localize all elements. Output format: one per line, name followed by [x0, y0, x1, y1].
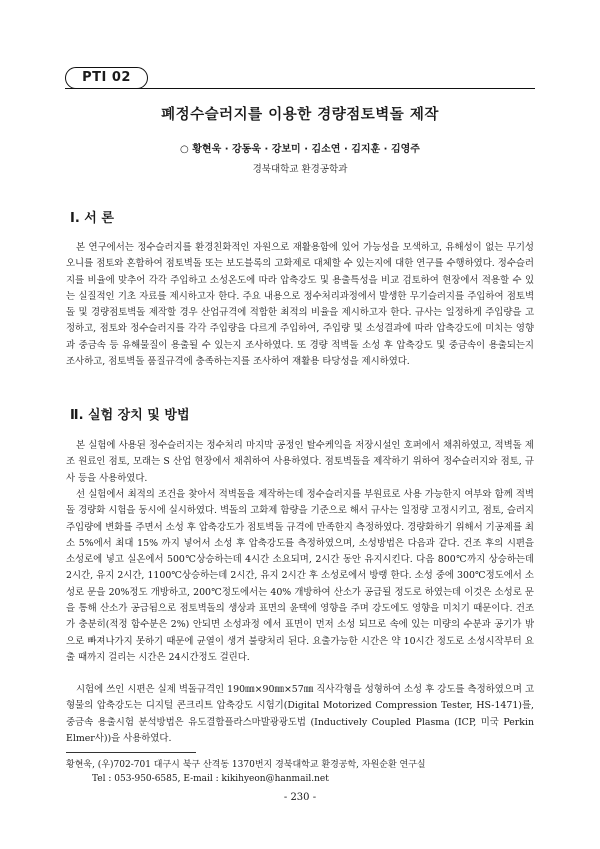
methods-paragraph-2: 선 실험에서 최적의 조건을 찾아서 적벽돌을 제작하는데 정수슬러지를 부원료로 사용 가능한지 여부와 함께 적벽돌 경량화 시험을 동시에 실시하였다. 벽돌의 고화제 함량을 기준으로 해서 규사는 일정량 고정시키고, 점토, 슬러지 주입량에 변화를 주면서 소성 후 압축강도가 점토벽돌 규격에 만족한지 측정하였다. 경량화하기 위해서 기공제를 최소 5%에서 최대 15% 까지 넣어서 소성 후 압축강도를 측정하였으며, 소성방법은 다음과 같다. 건조 후의 시편을 소성로에 넣고 실온에서 500℃상승하는데 4시간 소요되며, 2시간 동안 유지시킨다. 다음 800℃까지 상승하는데 2시간, 유지 2시간, 1100℃상승하는데 2시간, 유지 2시간 후 소성로에서 방랭 한다. 소성 중에 300℃정도에서 소성로 문을 20%정도 개방하고, 200℃정도에서는 40% 개방하여 산소가 공급될 정도로 하였는데 이것은 소성로 문을 통해 산소가 공급됨으로 점토벽돌의 생상과 표면의 윤택에 영향을 주며 강도에도 영향을 미치기 때문이다. 건조가 충분히(적정 함수분은 2%) 안되면 소성과정 에서 표면이 먼저 소성 되므로 속에 있는 미량의 수분과 공기가 밖으로 빠져나가지 못하기 때문에 균열이 생겨 불량처리 된다. 요출가능한 시간은 약 10시간 정도로 소성시작부터 요출 때까지 걸리는 시간은 24시간정도 걸린다.: [66, 489, 534, 663]
methods-paragraph-1: 본 실험에 사용된 정수슬러지는 정수처리 마지막 공정인 탈수케익을 저장시설인 호퍼에서 채취하였고, 적벽돌 제조 원료인 점토, 모래는 S 산업 현장에서 채취하여 사용하였다. 점토벽돌을 제작하기 위하여 정수슬러지와 점토, 규사 등을 사용하였다.: [66, 440, 534, 484]
section-heading-introduction: Ⅰ. 서 론: [70, 211, 114, 226]
paper-title: 폐정수슬러지를 이용한 경량점토벽돌 제작: [161, 107, 439, 123]
session-tag: PTI 02: [65, 67, 148, 89]
section-heading-methods: Ⅱ. 실험 장치 및 방법: [70, 408, 190, 423]
footnote-address: 황현욱, (우)702-701 대구시 북구 산격동 1370번지 경북대학교 환경공학, 자원순환 연구실: [66, 760, 426, 770]
header-rule: [65, 88, 535, 89]
affiliation: 경북대학교 환경공학과: [252, 164, 348, 175]
footnote-rule: [66, 752, 196, 753]
author-list: ○ 황현욱 · 강동욱 · 강보미 · 김소연 · 김지훈 · 김영주: [180, 144, 420, 155]
page-number: - 230 -: [283, 792, 317, 803]
methods-paragraph-3: 시험에 쓰인 시편은 실제 벽돌규격인 190㎜×90㎜×57㎜ 직사각형을 성형하여 소성 후 강도를 측정하였으며 고형물의 압축강도는 디지털 콘크리트 압축강도 시험기(Digital Motorized Compression Tester, HS-1471)를, 중금속 용출시험 분석방법은 유도결합플라스마발광광도법 (Inductively Coupled Plasma (ICP, 미국 Perkin Elmer사))을 사용하였다.: [66, 684, 534, 744]
footnote-contact: Tel : 053-950-6585, E-mail : kikihyeon@hanmail.net: [92, 774, 329, 784]
introduction-paragraph: 본 연구에서는 정수슬러지를 환경친화적인 자원으로 재활용함에 있어 가능성을 모색하고, 유해성이 없는 무기성오니를 점토와 혼합하여 점토벽돌 또는 보도블록의 고화제로 대체할 수 있는지에 대한 연구를 수행하였다. 정수슬러지를 비율에 맞추어 각각 주입하고 소성온도에 따라 압축강도 및 용출특성을 비교 검토하여 현장에서 적용할 수 있는 실질적인 기초 자료를 제시하고자 한다. 주요 내용으로 정수처리과정에서 발생한 무기슬러지를 주입하여 점토벽돌 및 경량점토벽돌 제작할 경우 산업규격에 적합한 최적의 비율을 제시하고자 한다. 규사는 일정하게 주입량을 고정하고, 점토와 정수슬러지를 각각 주입량을 다르게 주입하여, 주입량 및 소성결과에 따라 압축강도에 미치는 영향과 중금속 등 유해물질이 용출될 수 있는지 조사하였다. 또 경량 적벽돌 소성 후 압축강도 및 중금속이 용출되는지 조사하고, 점토벽돌 품질규격에 충족하는지를 조사하여 재활용 타당성을 제시하였다.: [66, 242, 534, 368]
